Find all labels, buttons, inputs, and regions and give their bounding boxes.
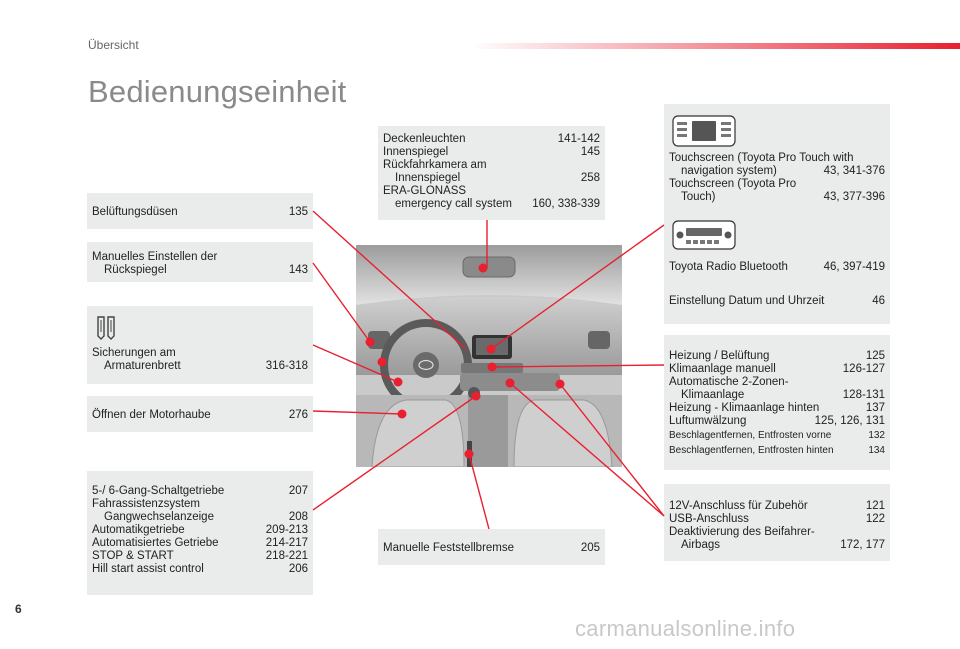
fuses-label-2: Armaturenbrett — [104, 360, 181, 372]
line-heating — [492, 365, 664, 367]
usb-label-2: USB-Anschluss — [669, 513, 749, 525]
usb-label-1: 12V-Anschluss für Zubehör — [669, 500, 808, 512]
screen-label-3: Toyota Radio Bluetooth — [669, 261, 788, 273]
ceiling-label-3b: Innenspiegel — [395, 172, 461, 184]
heating-page-6: 132 — [868, 430, 885, 441]
gearbox-label-3: Automatikgetriebe — [92, 524, 185, 536]
screen-label-4: Einstellung Datum und Uhrzeit — [669, 295, 825, 307]
screen-page-1: 43, 341-376 — [823, 165, 885, 177]
line-airbag — [560, 384, 664, 516]
gearbox-label-2b: Gangwechselanzeige — [104, 511, 214, 523]
heating-page-7: 134 — [868, 445, 885, 456]
gearbox-label-6: Hill start assist control — [92, 563, 204, 575]
heating-page-5: 125, 126, 131 — [814, 415, 885, 427]
ceiling-page-3: 258 — [580, 172, 600, 184]
screen-label-1a: Touchscreen (Toyota Pro Touch with — [669, 152, 854, 164]
heating-label-6: Beschlagentfernen, Entfrosten vorne — [669, 430, 832, 441]
heating-page-2: 126-127 — [842, 363, 885, 375]
screen-label-1b: navigation system) — [681, 165, 777, 177]
line-screen — [491, 225, 664, 349]
ceiling-page-2: 145 — [580, 146, 600, 158]
ceiling-label-2: Innenspiegel — [383, 146, 449, 158]
screen-page-3: 46, 397-419 — [823, 261, 885, 273]
heating-label-7: Beschlagentfernen, Entfrosten hinten — [669, 445, 834, 456]
gearbox-page-1: 207 — [288, 485, 308, 497]
ceiling-page-1: 141-142 — [557, 133, 600, 145]
heating-page-4: 137 — [865, 402, 885, 414]
screen-label-2a: Touchscreen (Toyota Pro — [669, 178, 797, 190]
section-header: Übersicht — [88, 38, 139, 52]
screen-page-4: 46 — [872, 295, 885, 307]
page-number: 6 — [15, 602, 22, 616]
ceiling-page-4: 160, 338-339 — [532, 198, 600, 210]
usb-page-2: 122 — [865, 513, 885, 525]
usb-label-3a: Deaktivierung des Beifahrer- — [669, 526, 815, 538]
gearbox-label-4: Automatisiertes Getriebe — [92, 537, 219, 549]
gearbox-label-1: 5-/ 6-Gang-Schaltgetriebe — [92, 485, 225, 497]
line-usb — [510, 383, 664, 516]
heating-label-2: Klimaanlage manuell — [669, 363, 776, 375]
watermark: carmanualsonline.info — [575, 616, 796, 641]
ceiling-label-4b: emergency call system — [395, 198, 512, 210]
line-parking — [469, 454, 489, 529]
heating-label-1: Heizung / Belüftung — [669, 350, 770, 362]
usb-page-3: 172, 177 — [840, 539, 885, 551]
parking-label: Manuelle Feststellbremse — [383, 542, 515, 554]
heating-label-4: Heizung - Klimaanlage hinten — [669, 402, 820, 414]
gearbox-page-6: 206 — [288, 563, 308, 575]
gearbox-page-3: 209-213 — [265, 524, 308, 536]
heating-page-3: 128-131 — [842, 389, 885, 401]
usb-label-3b: Airbags — [681, 539, 720, 551]
mirrors-page: 143 — [288, 264, 308, 276]
page-title: Bedienungseinheit — [88, 74, 347, 109]
heating-page-1: 125 — [865, 350, 885, 362]
screen-page-2: 43, 377-396 — [823, 191, 885, 203]
gearbox-page-2: 208 — [288, 511, 308, 523]
line-bonnet — [313, 411, 402, 414]
heating-label-3b: Klimaanlage — [681, 389, 745, 401]
screen-label-2b: Touch) — [681, 191, 716, 203]
parking-page: 205 — [580, 542, 600, 554]
ceiling-label-4a: ERA-GLONASS — [383, 185, 467, 197]
fuses-label-1: Sicherungen am — [92, 347, 176, 359]
line-fuses — [313, 345, 398, 382]
bonnet-label: Öffnen der Motorhaube — [92, 409, 211, 421]
line-vents — [313, 211, 466, 349]
ceiling-label-3a: Rückfahrkamera am — [383, 159, 487, 171]
vents-page: 135 — [288, 206, 308, 218]
fuses-page: 316-318 — [265, 360, 308, 372]
line-mirrors — [313, 263, 370, 342]
mirrors-label-2: Rückspiegel — [104, 264, 167, 276]
ceiling-label-1: Deckenleuchten — [383, 133, 466, 145]
heating-label-3a: Automatische 2-Zonen- — [669, 376, 789, 388]
gearbox-page-5: 218-221 — [265, 550, 308, 562]
bonnet-page: 276 — [288, 409, 308, 421]
vents-label: Belüftungsdüsen — [92, 206, 178, 218]
gearbox-page-4: 214-217 — [265, 537, 308, 549]
gearbox-label-2a: Fahrassistenzsystem — [92, 498, 201, 510]
mirrors-label-1: Manuelles Einstellen der — [92, 251, 218, 263]
gearbox-label-5: STOP & START — [92, 550, 174, 562]
usb-page-1: 121 — [865, 500, 885, 512]
heating-label-5: Luftumwälzung — [669, 415, 747, 427]
